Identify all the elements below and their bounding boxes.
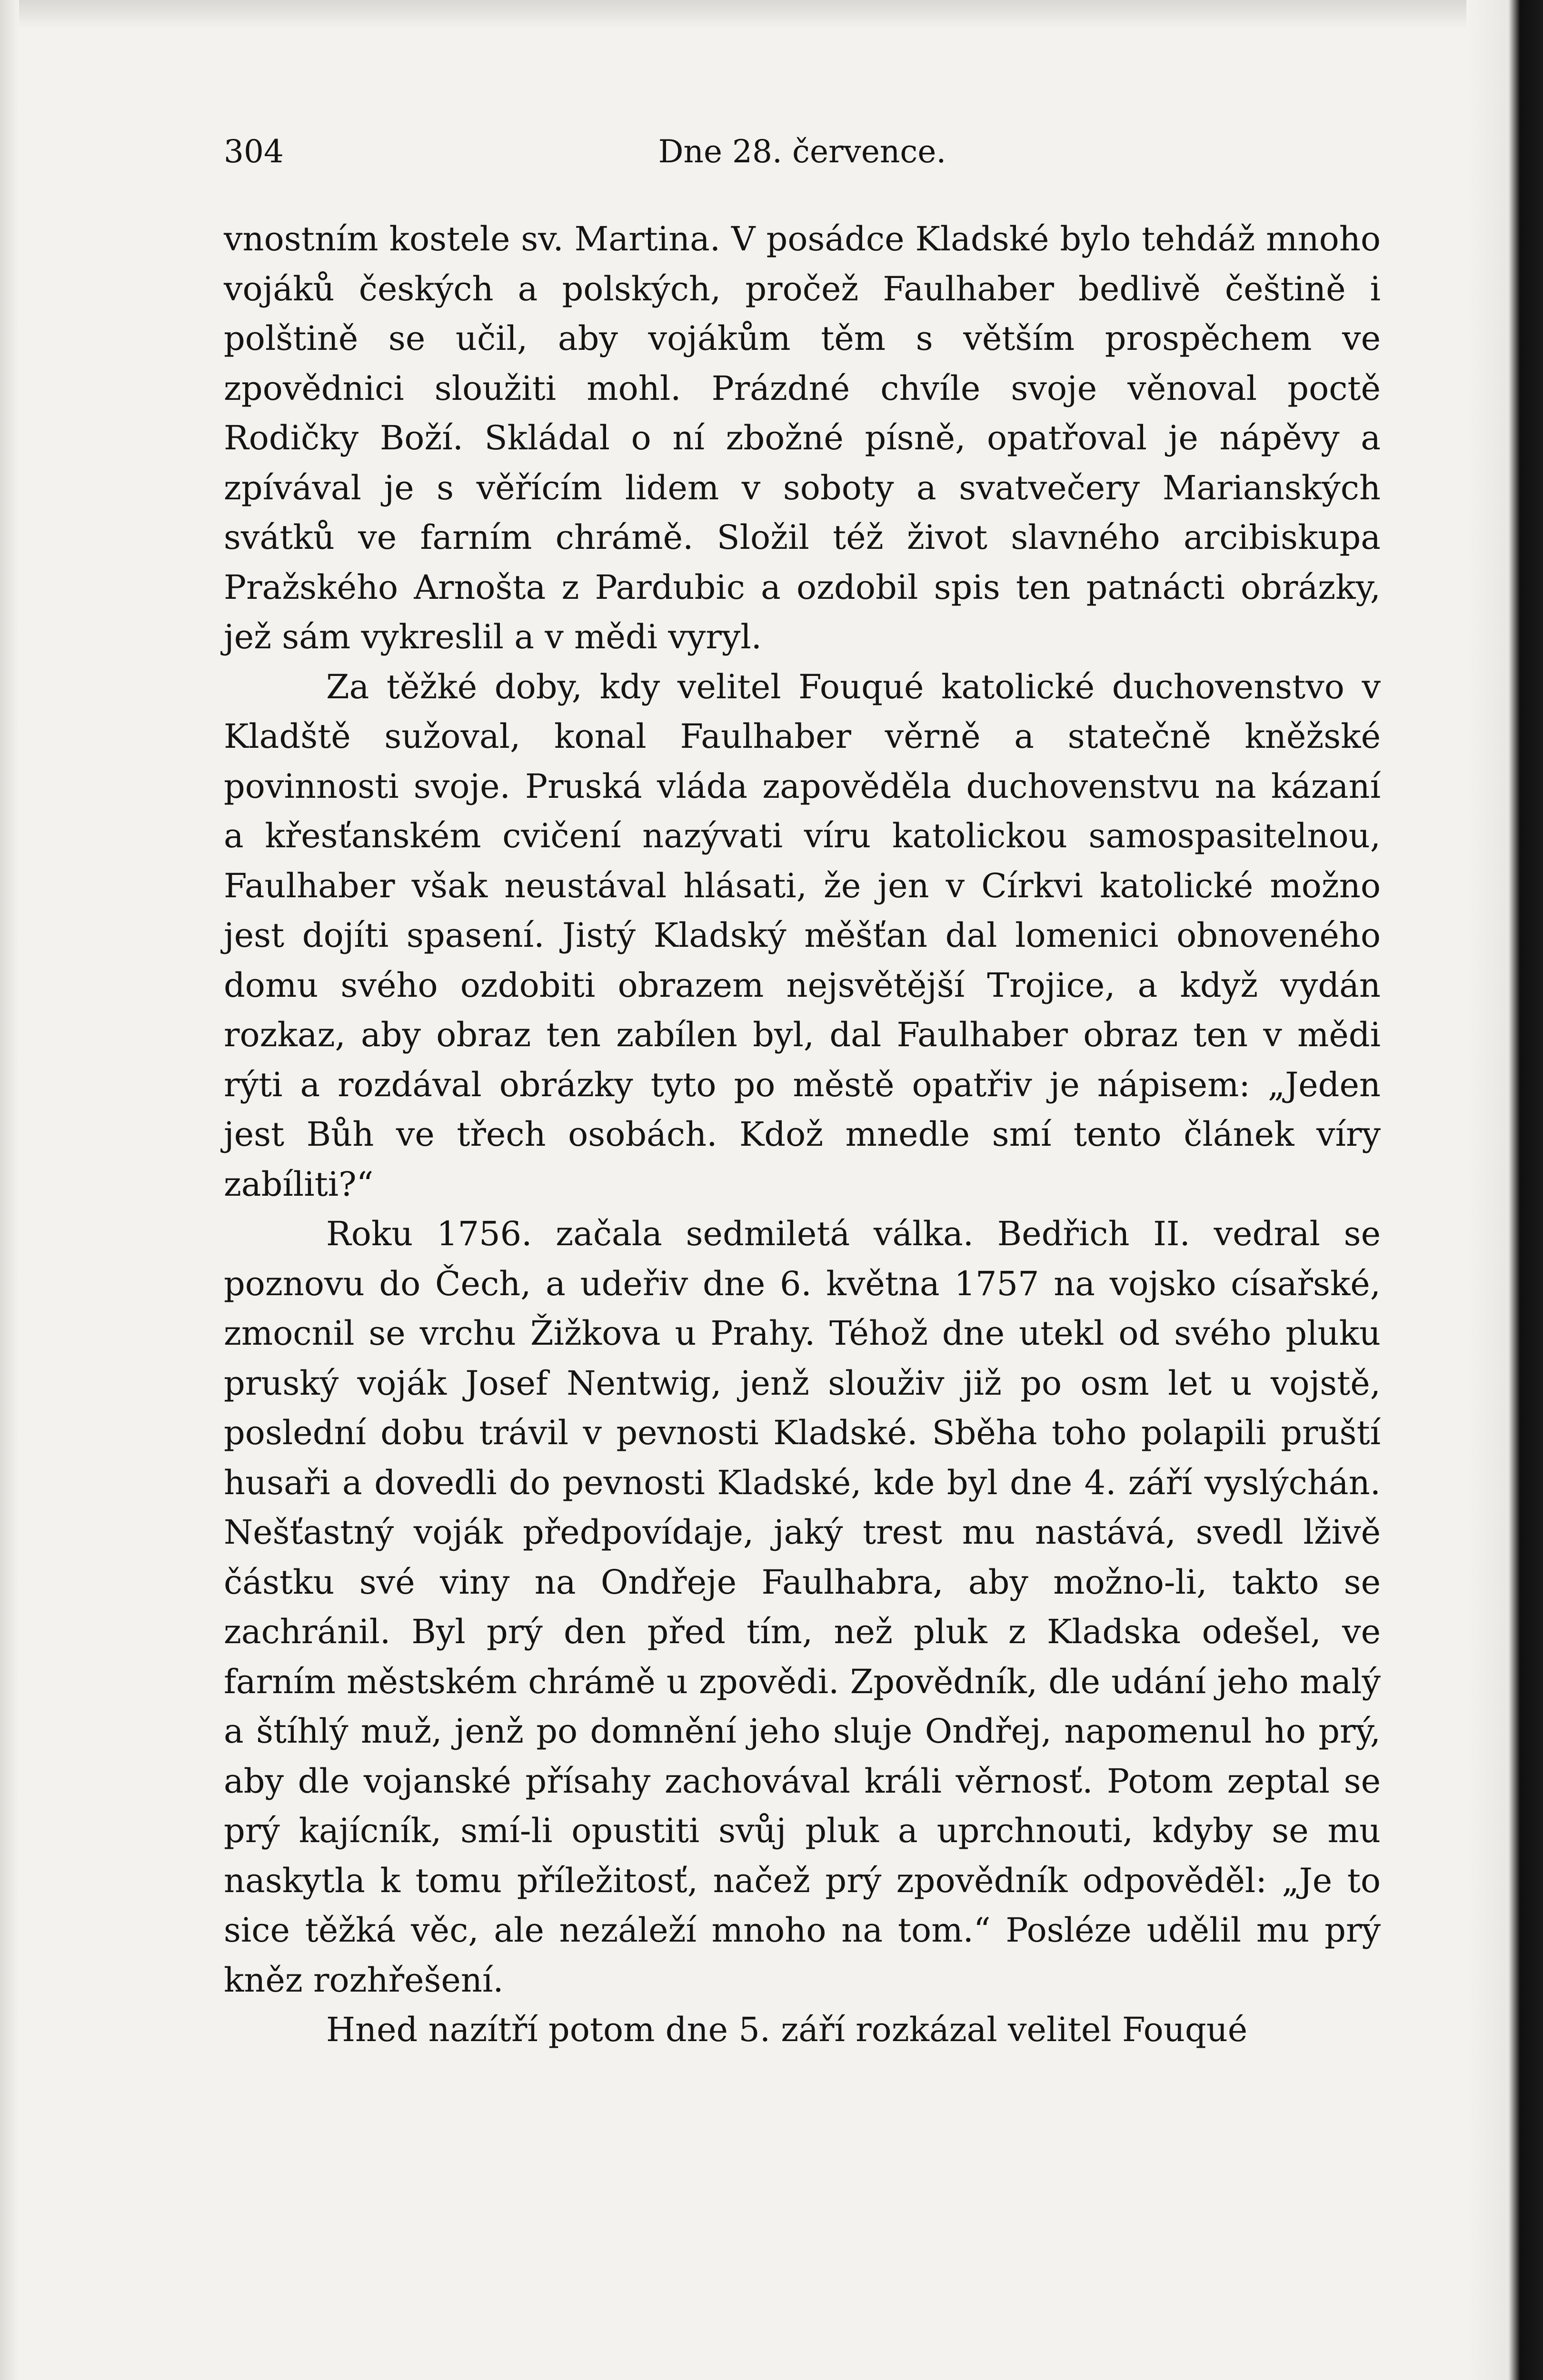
paragraph: Hned nazítří potom dne 5. září rozkázal velitel Fouqué [326, 2010, 1248, 2049]
book-page [224, 133, 1381, 2055]
book-spine-shadow [1466, 0, 1543, 2380]
body-text [224, 214, 1381, 2055]
page-number: 304 [224, 133, 284, 170]
paragraph: Roku 1756. začala sedmiletá válka. Bedřich II. vedral se poznovu do Čech, a udeřiv dne 6. května 1757 na vojsko císařské, zmocnil se vrchu Žižkova u Prahy. Téhož dne utekl od svého pluku pruský voják Josef Nentwig, jenž slouživ již po osm let u vojstě, poslední dobu trávil v pevnosti Kladské. Sběha toho polapili pruští husaři a dovedli do pevnosti Kladské, kde byl dne 4. září vyslýchán. Nešťastný voják předpovídaje, jaký trest mu nastává, svedl lživě částku své viny na Ondřeje Faulhabra, aby možno-li, takto se zachránil. Byl prý den před tím, než pluk z Kladska odešel, ve farním městském chrámě u zpovědi. Zpovědník, dle udání jeho malý a štíhlý muž, jenž po domnění jeho sluje Ondřej, napomenul ho prý, aby dle vojanské přísahy zachovával králi věrnosť. Potom zeptal se prý kajícník, smí-li opustiti svůj pluk a uprchnouti, kdyby se mu naskytla k tomu příležitosť, načež prý zpovědník odpověděl: „Je to sice těžká věc, ale nezáleží mnoho na tom.“ Posléze udělil mu prý kněz rozhřešení. [224, 1214, 1381, 2000]
paragraph: Za těžké doby, kdy velitel Fouqué katolické duchovenstvo v Kladště sužoval, konal Faulhaber věrně a statečně kněžské povinnosti svoje. Pruská vláda zapověděla duchovenstvu na kázaní a křesťanském cvičení nazývati víru katolickou samospasitelnou, Faulhaber však neustával hlásati, že jen v Církvi katolické možno jest dojíti spasení. Jistý Kladský měšťan dal lomenici obnoveného domu svého ozdobiti obrazem nejsvětější Trojice, a když vydán rozkaz, aby obraz ten zabílen byl, dal Faulhaber obraz ten v mědi rýti a rozdával obrázky tyto po městě opatřiv je nápisem: „Jeden jest Bůh ve třech osobách. Kdož mnedle smí tento článek víry zabíliti?“ [224, 667, 1381, 1204]
page-header [224, 133, 1381, 186]
paragraph-continued: vnostním kostele sv. Martina. V posádce Kladské bylo tehdáž mnoho vojáků českých a polských, pročež Faulhaber bedlivě češtině i polštině se učil, aby vojákům těm s větším prospěchem ve zpovědnici sloužiti mohl. Prázdné chvíle svoje věnoval poctě Rodičky Boží. Skládal o ní zbožné písně, opatřoval je nápěvy a zpívával je s věřícím lidem v soboty a svatvečery Marianských svátků ve farním chrámě. Složil též život slavného arcibiskupa Pražského Arnošta z Pardubic a ozdobil spis ten patnácti obrázky, jež sám vykreslil a v mědi vyryl. [224, 219, 1381, 656]
running-head: Dne 28. července. [658, 133, 946, 170]
scan-edge-top [0, 0, 1543, 29]
scan-edge-left [0, 0, 19, 2380]
